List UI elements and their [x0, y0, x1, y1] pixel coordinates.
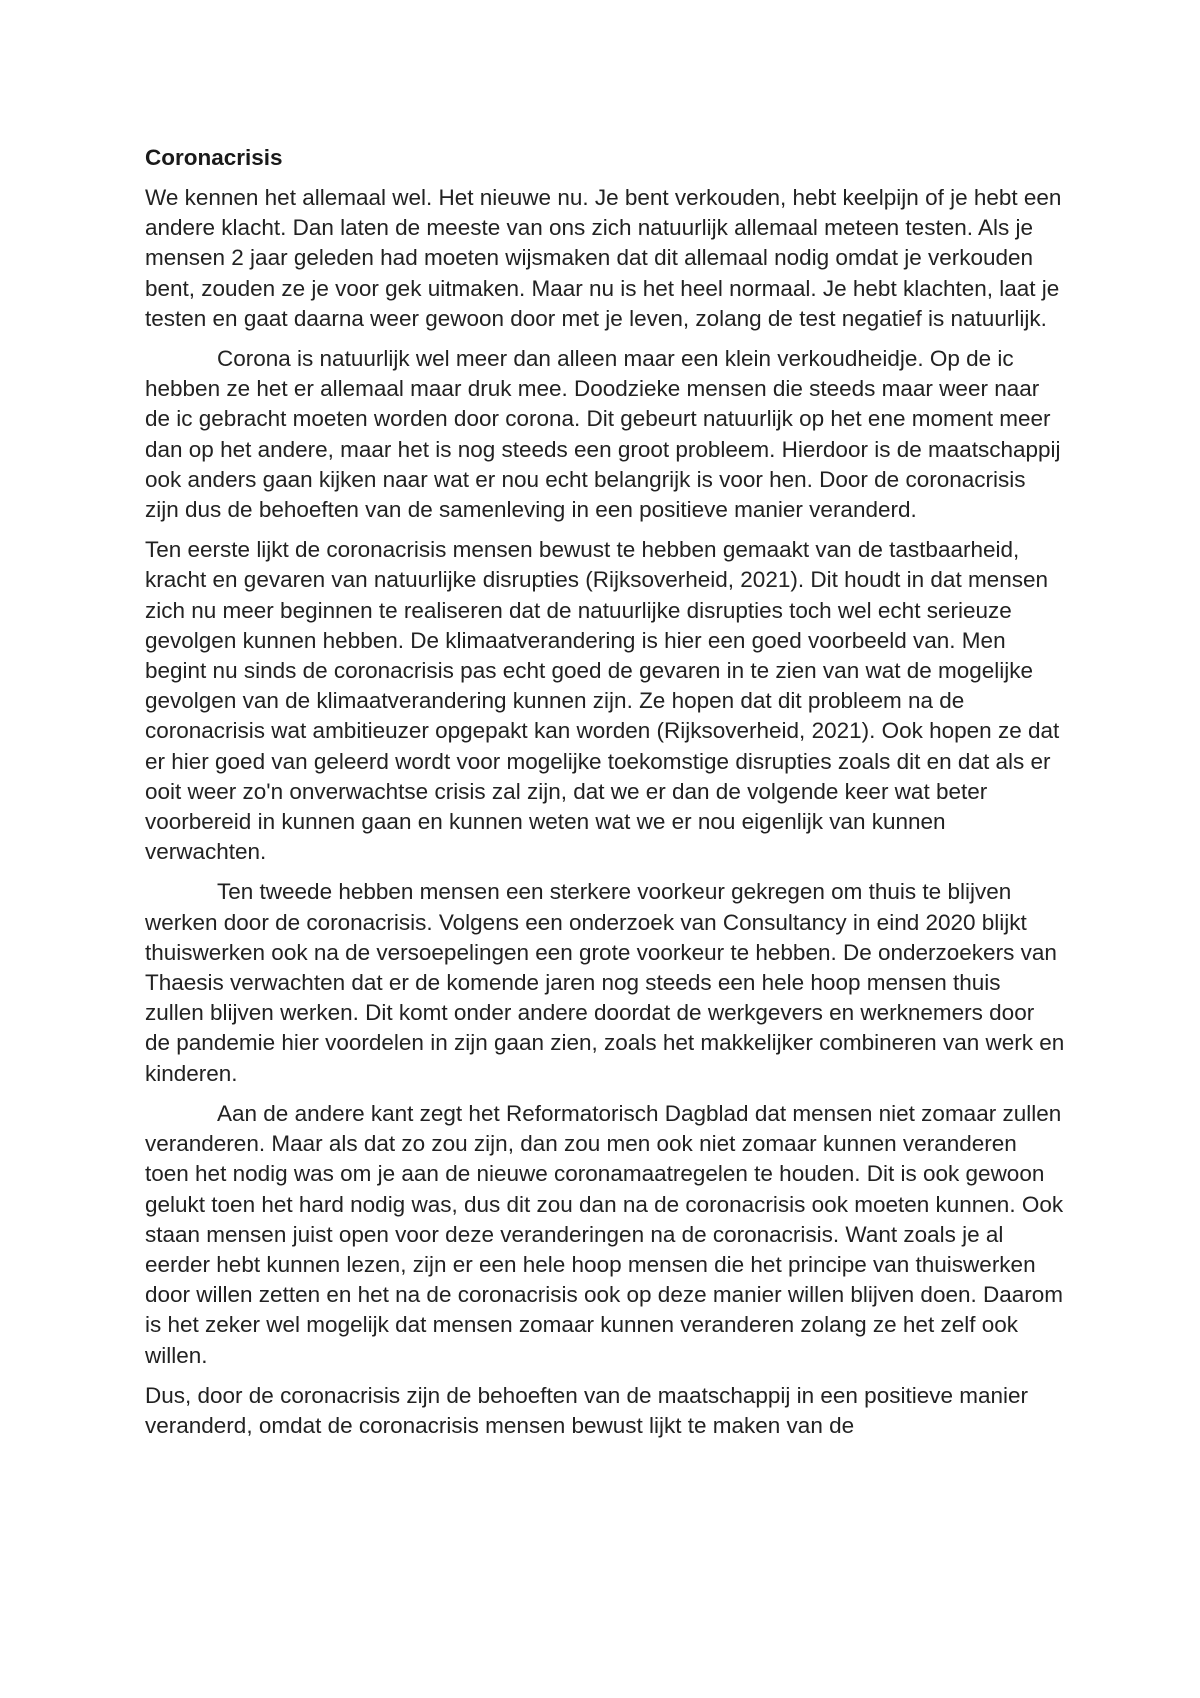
- paragraph-corona-ic: Corona is natuurlijk wel meer dan alleen maar een klein verkoudheidje. Op de ic hebben ze het er allemaal maar druk mee. Doodzieke mensen die steeds maar weer naar de ic gebracht moeten worden door corona. Dit gebeurt natuurlijk op het ene moment meer dan op het andere, maar het is nog steeds een groot probleem. Hierdoor is de maatschappij ook anders gaan kijken naar wat er nou echt belangrijk is voor hen. Door de coronacrisis zijn dus de behoeften van de samenleving in een positieve manier veranderd.: [145, 346, 1061, 523]
- paragraph-andere-kant: Aan de andere kant zegt het Reformatorisch Dagblad dat mensen niet zomaar zullen veranderen. Maar als dat zo zou zijn, dan zou men ook niet zomaar kunnen veranderen toen het nodig was om je aan de nieuwe coronamaatregelen te houden. Dit is ook gewoon gelukt toen het hard nodig was, dus dit zou dan na de coronacrisis ook moeten kunnen. Ook staan mensen juist open voor deze veranderingen na de coronacrisis. Want zoals je al eerder hebt kunnen lezen, zijn er een hele hoop mensen die het principe van thuiswerken door willen zetten en het na de coronacrisis ook op deze manier willen blijven doen. Daarom is het zeker wel mogelijk dat mensen zomaar kunnen veranderen zolang ze het zelf ook willen.: [145, 1100, 1064, 1368]
- document-title: Coronacrisis: [145, 145, 283, 170]
- paragraph-ten-tweede: Ten tweede hebben mensen een sterkere voorkeur gekregen om thuis te blijven werken door de coronacrisis. Volgens een onderzoek van Consultancy in eind 2020 blijkt thuiswerken ook na de versoepelingen een grote voorkeur te hebben. De onderzoekers van Thaesis verwachten dat er de komende jaren nog steeds een hele hoop mensen thuis zullen blijven werken. Dit komt onder andere doordat de werkgevers en werknemers door de pandemie hier voordelen in zijn gaan zien, zoals het makkelijker combineren van werk en kinderen.: [145, 879, 1065, 1086]
- paragraph-conclusion: Dus, door de coronacrisis zijn de behoeften van de maatschappij in een positieve manier veranderd, omdat de coronacrisis mensen bewust lijkt te maken van de: [145, 1382, 1029, 1438]
- document-body: [145, 143, 1065, 1451]
- paragraph-ten-eerste: Ten eerste lijkt de coronacrisis mensen bewust te hebben gemaakt van de tastbaarheid, kracht en gevaren van natuurlijke disrupties (Rijksoverheid, 2021). Dit houdt in dat mensen zich nu meer beginnen te realiseren dat de natuurlijke disrupties toch wel echt serieuze gevolgen kunnen hebben. De klimaatverandering is hier een goed voorbeeld van. Men begint nu sinds de coronacrisis pas echt goed de gevaren in te zien van wat de mogelijke gevolgen van de klimaatverandering kunnen zijn. Ze hopen dat dit probleem na de coronacrisis wat ambitieuzer opgepakt kan worden (Rijksoverheid, 2021). Ook hopen ze dat er hier goed van geleerd wordt voor mogelijke toekomstige disrupties zoals dit en dat als er ooit weer zo'n onverwachtse crisis zal zijn, dat we er dan de volgende keer wat beter voorbereid in kunnen gaan en kunnen weten wat we er nou eigenlijk van kunnen verwachten.: [145, 537, 1060, 865]
- paragraph-intro: We kennen het allemaal wel. Het nieuwe nu. Je bent verkouden, hebt keelpijn of je hebt een andere klacht. Dan laten de meeste van ons zich natuurlijk allemaal meteen testen. Als je mensen 2 jaar geleden had moeten wijsmaken dat dit allemaal nodig omdat je verkouden bent, zouden ze je voor gek uitmaken. Maar nu is het heel normaal. Je hebt klachten, laat je testen en gaat daarna weer gewoon door met je leven, zolang de test negatief is natuurlijk.: [145, 185, 1062, 331]
